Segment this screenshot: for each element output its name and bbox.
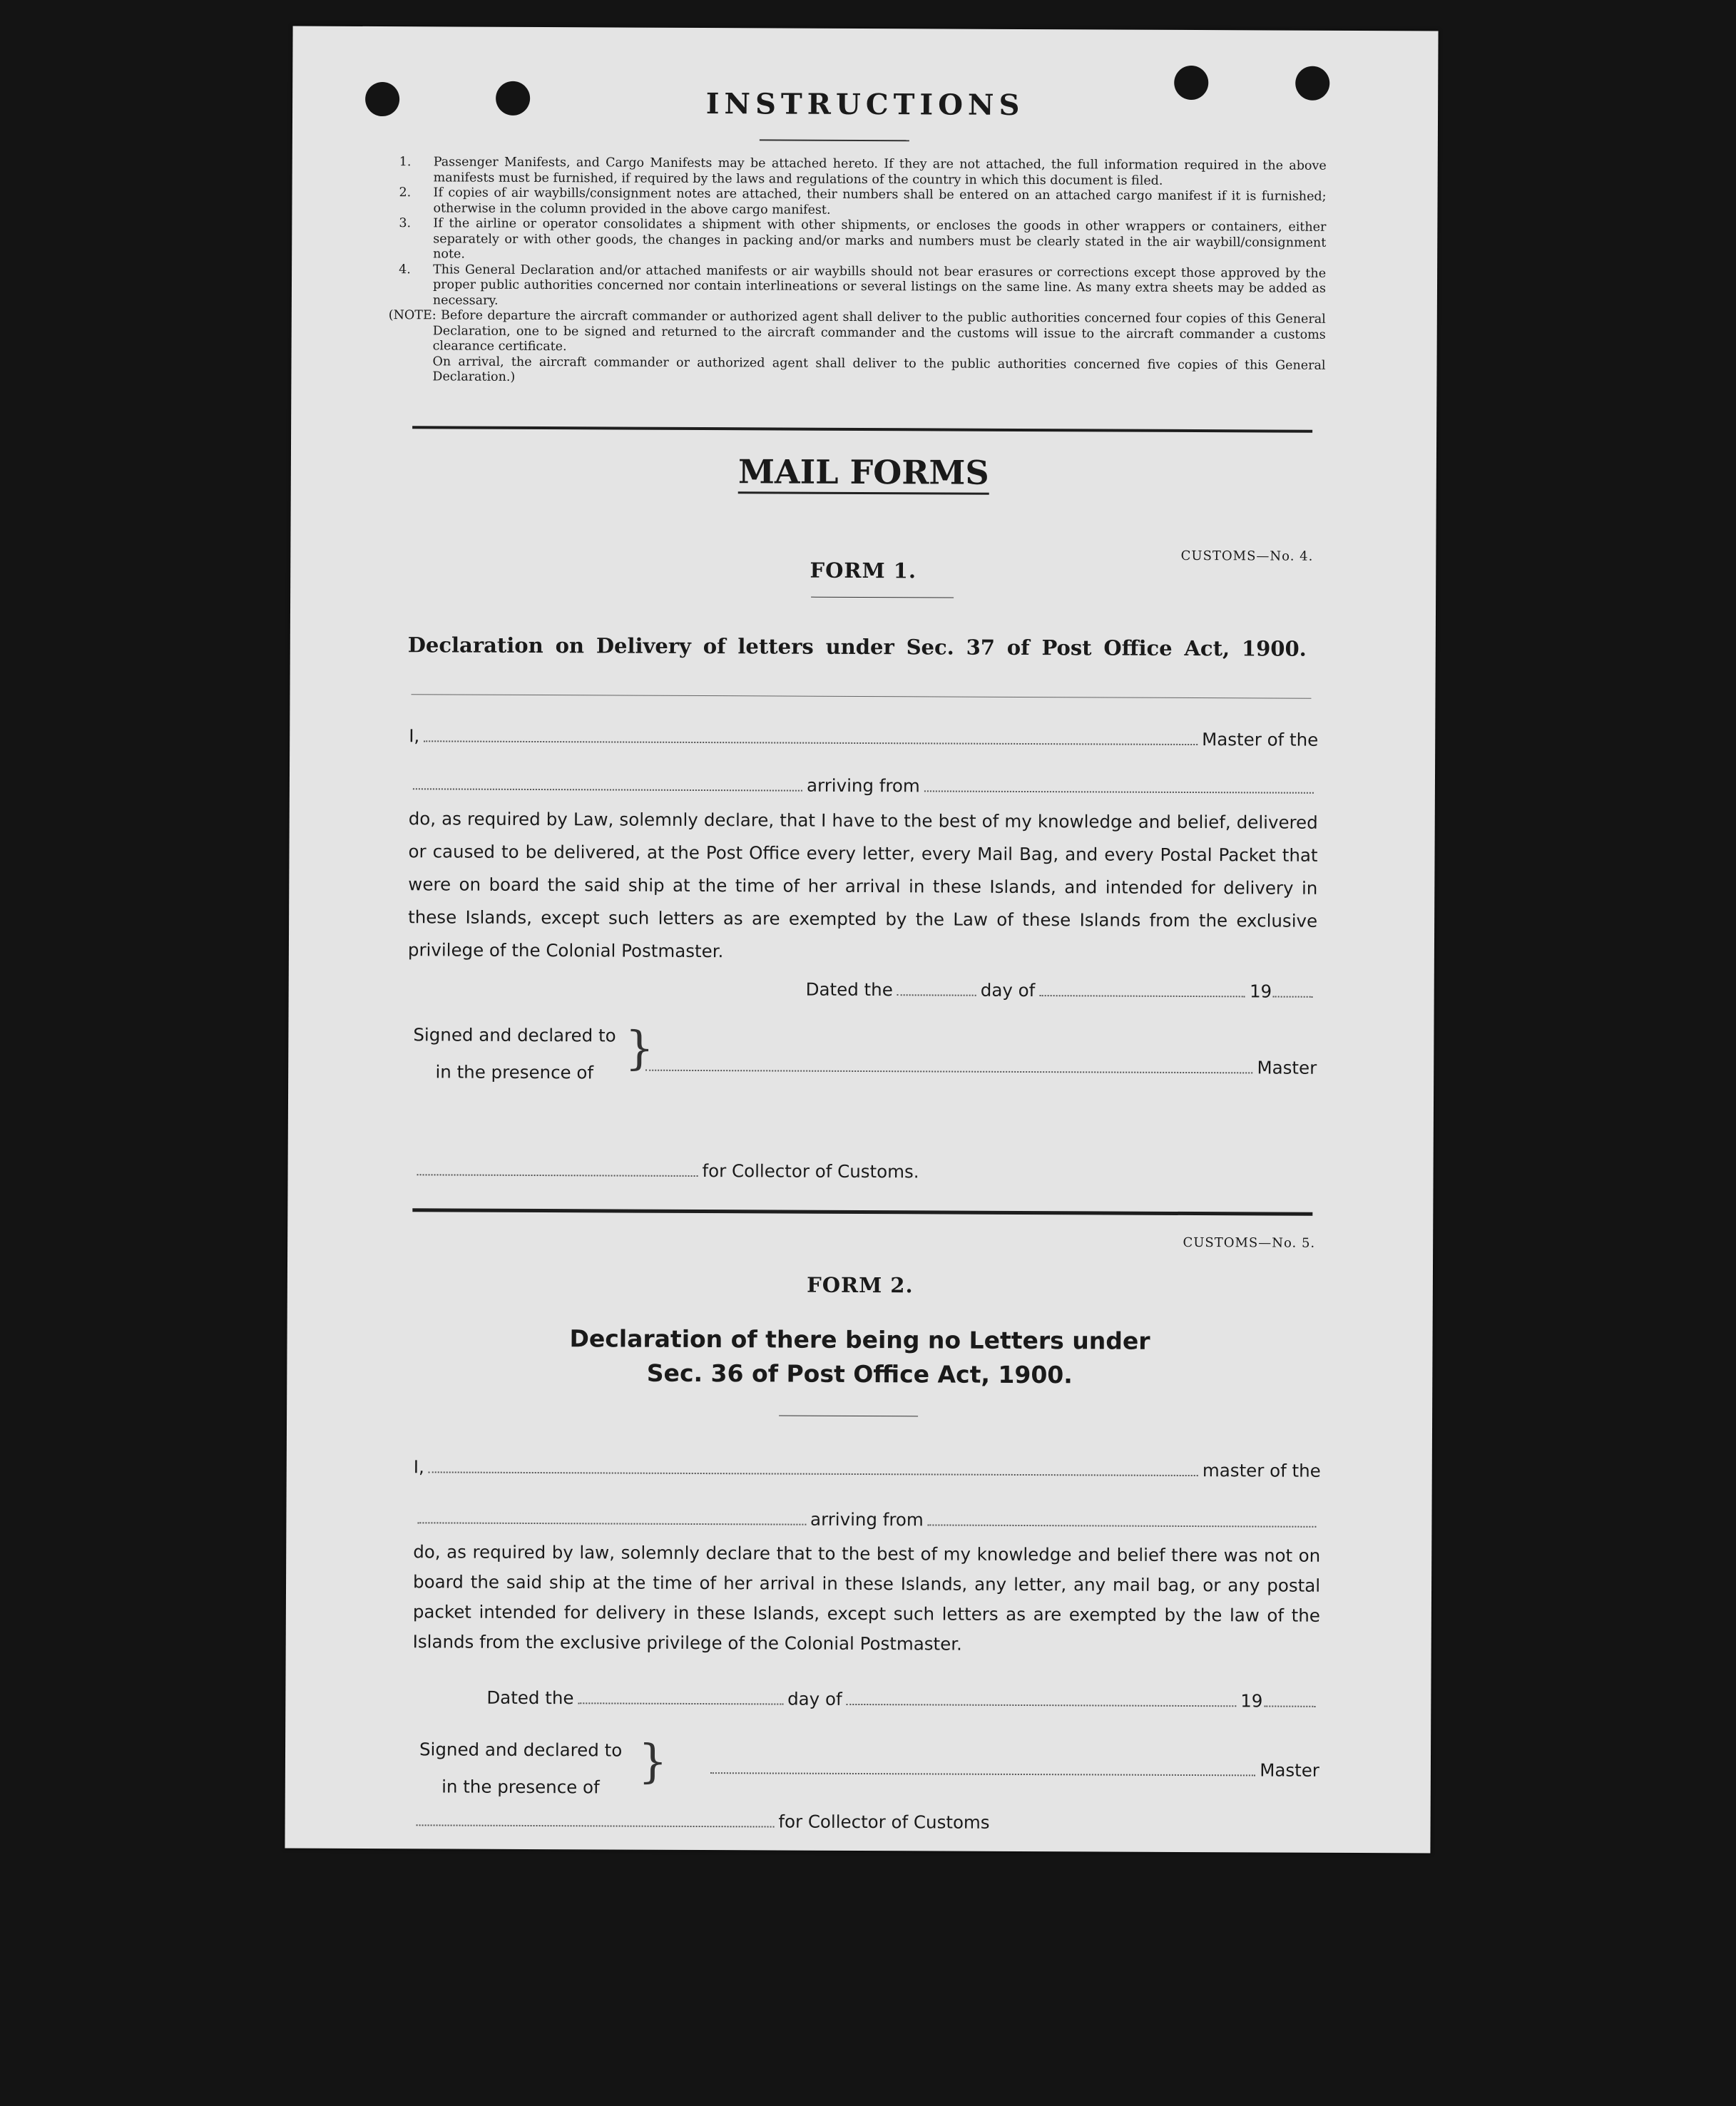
form2-month-field[interactable]	[847, 1704, 1237, 1707]
form1-collector-field[interactable]	[417, 1174, 698, 1177]
instructions-title: INSTRUCTIONS	[705, 87, 1025, 122]
mail-forms-title: MAIL FORMS	[291, 451, 1436, 494]
form2-day-of-label: day of	[787, 1688, 842, 1709]
form2-master-signature-field[interactable]	[710, 1772, 1255, 1776]
form1-name-field[interactable]	[424, 740, 1198, 745]
form1-signed-block	[413, 1016, 616, 1091]
form1-body: do, as required by Law, solemnly declare, that I have to the best of my knowledge and belief, delivered or caused to be delivered, at the Post Office every letter, every Mail Bag, and every Postal Packet that were on board the said ship at the time of her arrival in these Islands, and intended for delivery in these Islands, except such letters as are exempted by the Law of these Islands from the exclusive privilege of the Colonial Postmaster.	[407, 808, 1318, 962]
form1-rule	[411, 694, 1311, 699]
form2-master-label: Master	[1260, 1759, 1319, 1781]
form2-declaration-line2: Sec. 36 of Post Office Act, 1900.	[646, 1359, 1073, 1389]
form1-month-field[interactable]	[1039, 995, 1245, 997]
form2-declaration	[287, 1320, 1432, 1394]
form2-title-rule	[779, 1416, 918, 1417]
form1-brace: }	[625, 1022, 655, 1075]
title-underline	[760, 139, 909, 141]
form2-dated-label: Dated the	[486, 1687, 574, 1709]
form2-i-label: I,	[413, 1456, 424, 1478]
form1-master-signature-line	[641, 1055, 1317, 1078]
form1-day-field[interactable]	[897, 994, 976, 996]
form1-customs-number: CUSTOMS—No. 4.	[1180, 548, 1314, 564]
form2-signed-label: Signed and declared to	[419, 1739, 623, 1761]
form1-ship-field[interactable]	[413, 788, 802, 791]
instruction-item: 2. If copies of air waybills/consignment notes are attached, their numbers shall be entered on an attached cargo manifest if it is furnished; otherwise in the column provided in the above cargo manifest.	[399, 185, 1327, 218]
form1-from-field[interactable]	[924, 790, 1314, 793]
form1-arriving-line	[409, 773, 1318, 798]
form2-customs-number: CUSTOMS—No. 5.	[1183, 1235, 1316, 1251]
form2-dated-line	[486, 1687, 1319, 1712]
form2-collector-label: for Collector of Customs	[778, 1811, 990, 1833]
form1-day-of-label: day of	[980, 979, 1036, 1001]
form1-i-label: I,	[409, 725, 420, 747]
form2-title: FORM 2.	[807, 1272, 914, 1298]
form2-arriving-line	[413, 1507, 1320, 1532]
form1-year-label: 19	[1249, 981, 1272, 1002]
form2-year-label: 19	[1240, 1690, 1263, 1712]
form2-ship-field[interactable]	[417, 1522, 806, 1525]
instruction-note-arrival: On arrival, the aircraft commander or authorized agent shall deliver to the public authorities concerned five copies of this General Declaration.)	[432, 354, 1326, 384]
section-divider	[412, 426, 1312, 433]
form2-year-field[interactable]	[1264, 1705, 1315, 1707]
form1-title: FORM 1.	[810, 558, 917, 583]
instruction-item: 3. If the airline or operator consolidates a shipment with other shipments, or encloses the goods in other wrappers or containers, either separately or with other goods, the changes in packing and/or marks and numbers must be clearly stated in the air waybill/consignment note.	[399, 216, 1327, 262]
instruction-item: 4. This General Declaration and/or attached manifests or air waybills should not bear erasures or corrections except those approved by the proper public authorities concerned nor contain interlineations or several listings on the same line. As many extra sheets may be added as necessary.	[399, 262, 1327, 308]
form2-brace: }	[638, 1735, 668, 1789]
form2-declaration-line1: Declaration of there being no Letters under	[569, 1324, 1150, 1355]
form2-collector-line	[412, 1809, 990, 1833]
form2-collector-field[interactable]	[417, 1824, 775, 1827]
form2-arriving-label: arriving from	[810, 1508, 924, 1530]
instruction-item: 1. Passenger Manifests, and Cargo Manifests may be attached hereto. If they are not attached, the full information required in the above manifests must be furnished, if required by the laws and regulations of the country in which this document is filed.	[399, 155, 1327, 188]
instructions-list	[388, 155, 1327, 389]
form1-dated-line	[806, 979, 1317, 1002]
forms-divider	[412, 1208, 1312, 1216]
form1-collector-line	[413, 1159, 919, 1182]
form2-master-line	[414, 1456, 1321, 1481]
form1-master-of-label: Master of the	[1202, 729, 1319, 750]
form1-declaration: Declaration on Delivery of letters under Sec. 37 of Post Office Act, 1900.	[407, 633, 1307, 661]
form2-master-of-label: master of the	[1202, 1460, 1321, 1481]
form1-master-signature-field[interactable]	[645, 1070, 1252, 1074]
form2-body: do, as required by law, solemnly declare that to the best of my knowledge and belief there was not on board the said ship at the time of her arrival in these Islands, any letter, any mail bag, or any postal packet intended for delivery in these Islands, except such letters as are exempted by the law of the Islands from the exclusive privilege of the Colonial Postmaster.	[412, 1541, 1321, 1655]
form2-from-field[interactable]	[928, 1524, 1317, 1527]
form2-signed-block	[419, 1731, 623, 1806]
form1-collector-label: for Collector of Customs.	[702, 1160, 919, 1182]
document-page	[285, 26, 1438, 1854]
form2-presence-label: in the presence of	[441, 1776, 600, 1798]
form2-day-field[interactable]	[578, 1702, 783, 1704]
form1-presence-label: in the presence of	[435, 1061, 594, 1083]
form1-title-rule	[811, 597, 954, 598]
form1-dated-label: Dated the	[805, 978, 893, 1001]
form2-name-field[interactable]	[429, 1471, 1198, 1476]
form2-master-signature-line	[706, 1757, 1319, 1781]
form1-master-line	[409, 725, 1318, 750]
instruction-note: (NOTE: Before departure the aircraft commander or authorized agent shall deliver to the public authorities concerned four copies of this General Declaration, one to be signed and returned to the aircraft commander and the customs will issue to the aircraft commander a customs clearance certificate.	[388, 308, 1326, 354]
form1-year-field[interactable]	[1273, 996, 1313, 998]
form1-master-label: Master	[1257, 1057, 1317, 1078]
form1-signed-label: Signed and declared to	[413, 1024, 616, 1046]
form1-arriving-label: arriving from	[807, 775, 920, 797]
